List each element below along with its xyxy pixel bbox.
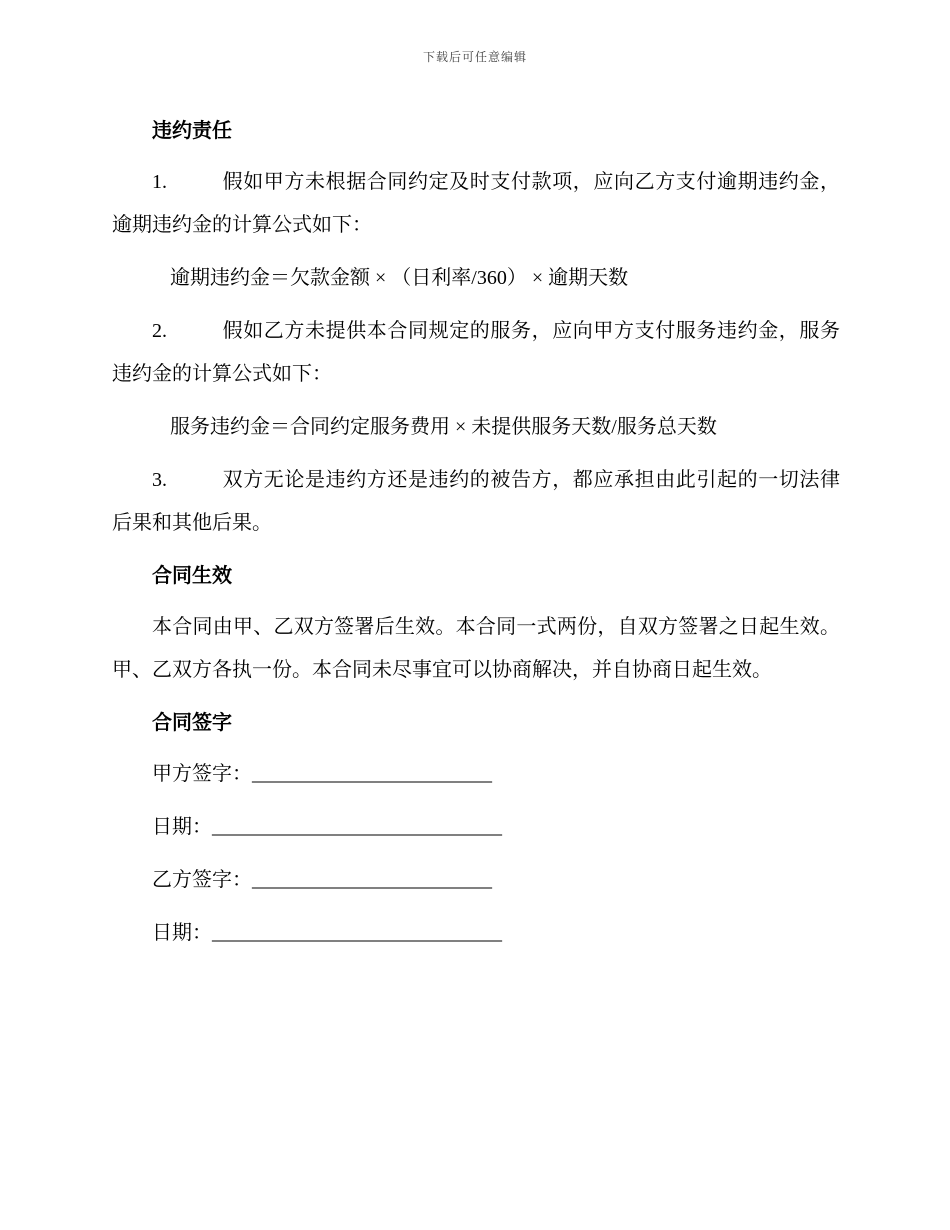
date-b-blank: _____________________________ [212,922,502,944]
section-heading-breach-liability: 违约责任 [152,120,232,142]
party-b-signature-label: 乙方签字： [152,869,252,891]
date-a-label: 日期： [152,816,212,838]
signature-line-party-b [112,859,840,902]
party-b-signature-blank: ________________________ [252,869,492,891]
breach-item-1-text: 假如甲方未根据合同约定及时支付款项，应向乙方支付逾期违约金，逾期违约金的计算公式如下： [112,171,840,236]
breach-item-2 [112,310,840,396]
service-penalty-formula: 服务违约金＝合同约定服务费用 × 未提供服务天数/服务总天数 [170,416,717,438]
download-edit-watermark: 下载后可任意编辑 [422,50,527,64]
breach-item-1-number: 1. [152,171,167,193]
section-heading-contract-signature: 合同签字 [152,712,232,734]
party-a-signature-label: 甲方签字： [152,763,252,785]
overdue-penalty-formula: 逾期违约金＝欠款金额 × （日利率/360） × 逾期天数 [170,267,629,289]
signature-line-party-a [112,753,840,796]
date-b-label: 日期： [152,922,212,944]
signature-line-date-a [112,806,840,849]
section-heading-contract-effectiveness: 合同生效 [152,565,232,587]
contract-effectiveness-paragraph: 本合同由甲、乙双方签署后生效。本合同一式两份，自双方签署之日起生效。甲、乙双方各执一份。本合同未尽事宜可以协商解决，并自协商日起生效。 [112,616,840,681]
breach-item-3-text: 双方无论是违约方还是违约的被告方，都应承担由此引起的一切法律后果和其他后果。 [112,469,840,534]
breach-item-2-number: 2. [152,320,167,342]
party-a-signature-blank: ________________________ [252,763,492,785]
date-a-blank: _____________________________ [212,816,502,838]
breach-item-2-text: 假如乙方未提供本合同规定的服务，应向甲方支付服务违约金，服务违约金的计算公式如下： [112,320,840,385]
breach-item-1 [112,161,840,247]
breach-item-3-number: 3. [152,469,167,491]
signature-line-date-b [112,912,840,955]
breach-item-3 [112,459,840,545]
